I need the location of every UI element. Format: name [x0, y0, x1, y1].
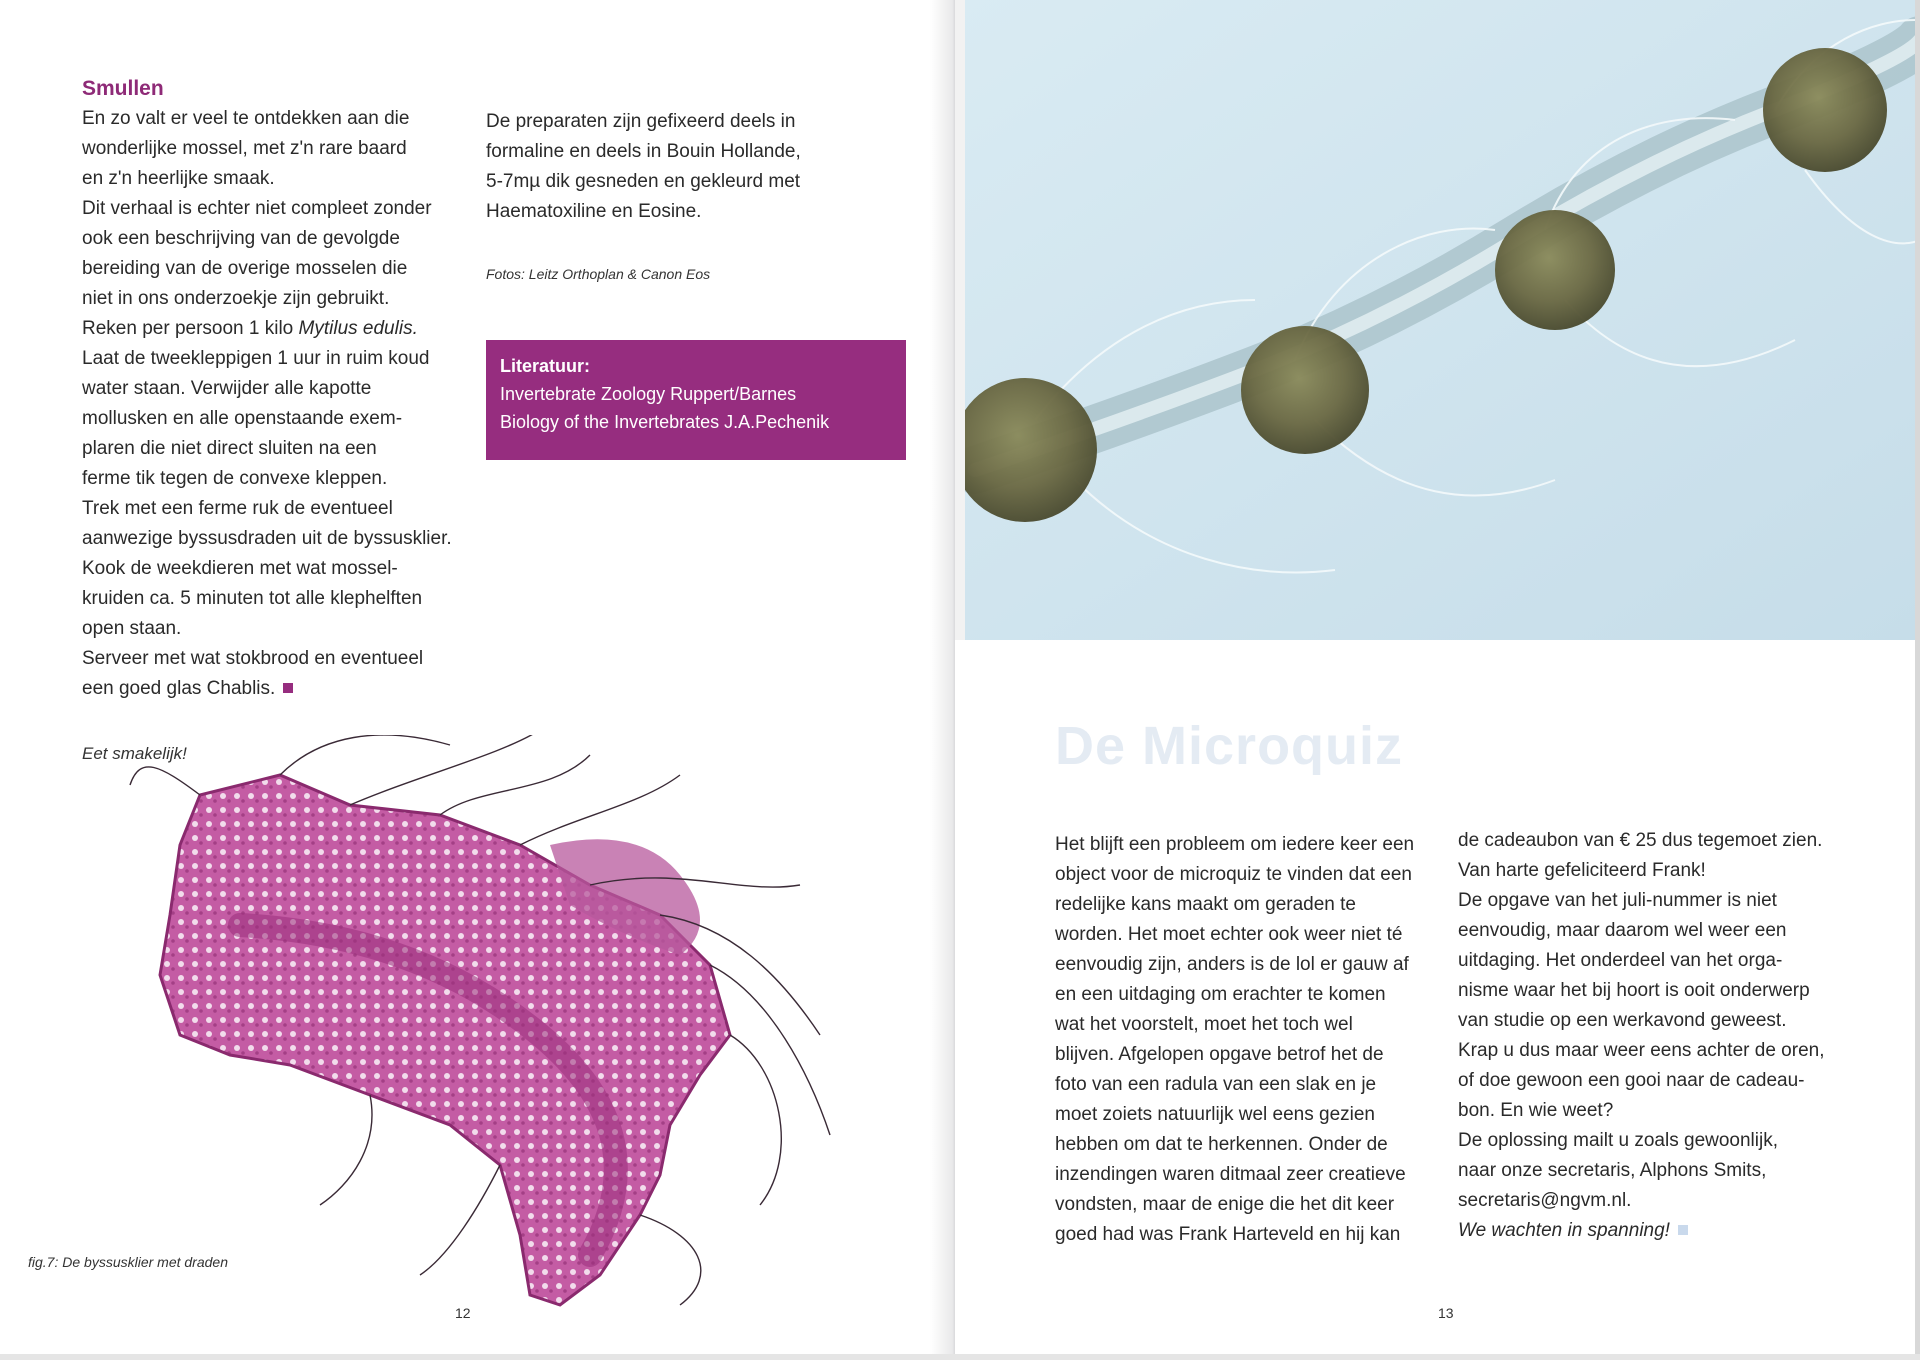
recipe-line: en z'n heerlijke smaak.: [82, 168, 275, 189]
recipe-line: wonderlijke mossel, met z'n rare baard: [82, 138, 407, 159]
quiz-line: wat het voorstelt, moet het toch wel: [1055, 1014, 1353, 1035]
prep-line: De preparaten zijn gefixeerd deels in: [486, 111, 796, 132]
protozoan-cell: [1241, 326, 1369, 454]
recipe-line: [82, 674, 462, 704]
quiz-line: naar onze secretaris, Alphons Smits,: [1458, 1160, 1767, 1181]
quiz-line: secretaris@ngvm.nl.: [1458, 1190, 1632, 1211]
recipe-line: niet in ons onderzoekje zijn gebruikt.: [82, 288, 390, 309]
quiz-column-1: [1055, 830, 1455, 1250]
recipe-line: Trek met een ferme ruk de eventueel: [82, 498, 393, 519]
quiz-line: eenvoudig, maar daarom wel weer een: [1458, 920, 1787, 941]
quiz-line: van studie op een werkavond geweest.: [1458, 1010, 1787, 1031]
recipe-line: Dit verhaal is echter niet compleet zonder: [82, 198, 432, 219]
recipe-line: aanwezige byssusdraden uit de byssusklier.: [82, 528, 452, 549]
recipe-line: En zo valt er veel te ontdekken aan die: [82, 108, 410, 129]
recipe-column: [82, 74, 462, 704]
right-page: [955, 0, 1920, 1360]
recipe-line: mollusken en alle openstaande exem-: [82, 408, 403, 429]
page-number: 12: [455, 1305, 471, 1321]
page-edge-shadow: [1915, 0, 1920, 1360]
quiz-line: nisme waar het bij hoort is ooit onderwerp: [1458, 980, 1810, 1001]
literature-title: Literatuur:: [500, 356, 590, 376]
section-heading: Smullen: [82, 77, 164, 100]
byssus-gland-micrograph: [120, 735, 860, 1315]
recipe-last-line: een goed glas Chablis.: [82, 678, 276, 699]
recipe-line: bereiding van de overige mosselen die: [82, 258, 408, 279]
closing-note: Eet smakelijk!: [82, 744, 187, 763]
photo-left-edge: [955, 0, 965, 640]
protozoan-cell: [955, 378, 1097, 522]
quiz-column-2: [1458, 826, 1868, 1246]
quiz-line: goed had was Frank Harteveld en hij kan: [1055, 1224, 1401, 1245]
quiz-line: Van harte gefeliciteerd Frank!: [1458, 860, 1706, 881]
literature-box: [486, 340, 906, 460]
recipe-line: Serveer met wat stokbrood en eventueel: [82, 648, 424, 669]
end-of-article-icon: [283, 683, 293, 693]
literature-item: Biology of the Invertebrates J.A.Pechenik: [500, 412, 830, 432]
figure-caption: fig.7: De byssusklier met draden: [28, 1254, 228, 1270]
quiz-line: redelijke kans maakt om geraden te: [1055, 894, 1356, 915]
quiz-line: De opgave van het juli-nummer is niet: [1458, 890, 1777, 911]
literature-item: Invertebrate Zoology Ruppert/Barnes: [500, 384, 797, 404]
quiz-line: eenvoudig zijn, anders is de lol er gauw af: [1055, 954, 1409, 975]
quiz-line: object voor de microquiz te vinden dat een: [1055, 864, 1412, 885]
page-bottom-edge: [0, 1354, 1920, 1360]
species-name: Mytilus edulis.: [298, 318, 418, 339]
photo-credit: Fotos: Leitz Orthoplan & Canon Eos: [486, 266, 711, 282]
quiz-line: Het blijft een probleem om iedere keer een: [1055, 834, 1415, 855]
protozoan-cell: [1495, 210, 1615, 330]
recipe-line: Kook de weekdieren met wat mossel-: [82, 558, 398, 579]
quiz-line: inzendingen waren ditmaal zeer creatieve: [1055, 1164, 1406, 1185]
quiz-signoff-line: [1458, 1216, 1868, 1246]
recipe-line: [82, 314, 462, 344]
left-page: [0, 0, 955, 1360]
recipe-line: ferme tik tegen de convexe kleppen.: [82, 468, 388, 489]
preparation-column: [486, 107, 906, 227]
quiz-line: hebben om dat te herkennen. Onder de: [1055, 1134, 1388, 1155]
quiz-line: of doe gewoon een gooi naar de cadeau-: [1458, 1070, 1805, 1091]
quiz-line: Krap u dus maar weer eens achter de oren,: [1458, 1040, 1825, 1061]
quiz-line: worden. Het moet echter ook weer niet té: [1055, 924, 1403, 945]
signoff-text: We wachten in spanning!: [1458, 1220, 1670, 1241]
recipe-line: water staan. Verwijder alle kapotte: [82, 378, 372, 399]
page-number: 13: [1438, 1305, 1454, 1321]
quiz-line: foto van een radula van een slak en je: [1055, 1074, 1377, 1095]
recipe-line: kruiden ca. 5 minuten tot alle klephelften: [82, 588, 423, 609]
quiz-line: moet zoiets natuurlijk wel eens gezien: [1055, 1104, 1376, 1125]
recipe-line: open staan.: [82, 618, 182, 639]
quiz-line: de cadeaubon van € 25 dus tegemoet zien.: [1458, 830, 1823, 851]
quiz-line: uitdaging. Het onderdeel van het orga-: [1458, 950, 1783, 971]
recipe-line: ook een beschrijving van de gevolgde: [82, 228, 400, 249]
article-title: De Microquiz: [1055, 716, 1404, 776]
quiz-line: blijven. Afgelopen opgave betrof het de: [1055, 1044, 1384, 1065]
quiz-line: vondsten, maar de enige die het dit keer: [1055, 1194, 1395, 1215]
microscope-photo: [955, 0, 1920, 640]
prep-line: 5-7mµ dik gesneden en gekleurd met: [486, 171, 801, 192]
recipe-species-prefix: Reken per persoon 1 kilo: [82, 318, 294, 339]
prep-line: Haematoxiline en Eosine.: [486, 201, 702, 222]
protozoan-cell: [1763, 48, 1887, 172]
end-of-article-icon: [1678, 1225, 1688, 1235]
quiz-line: De oplossing mailt u zoals gewoonlijk,: [1458, 1130, 1778, 1151]
recipe-line: plaren die niet direct sluiten na een: [82, 438, 377, 459]
prep-line: formaline en deels in Bouin Hollande,: [486, 141, 801, 162]
recipe-line: Laat de tweekleppigen 1 uur in ruim koud: [82, 348, 430, 369]
quiz-line: bon. En wie weet?: [1458, 1100, 1614, 1121]
quiz-line: en een uitdaging om erachter te komen: [1055, 984, 1386, 1005]
